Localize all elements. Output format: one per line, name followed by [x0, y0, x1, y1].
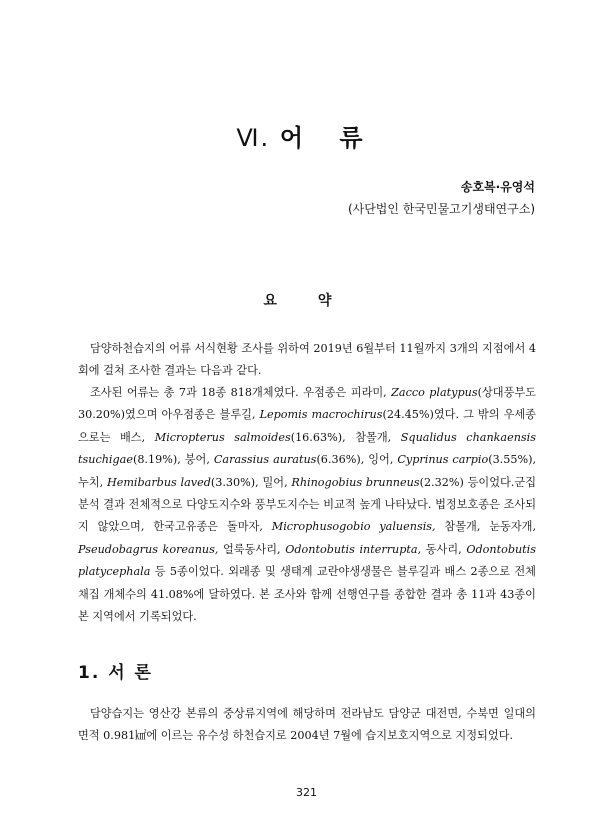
species-name: Rhinogobius brunneus — [291, 475, 420, 489]
chapter-number: Ⅵ. — [236, 124, 271, 152]
abstract-paragraph-1: 담양하천습지의 어류 서식현황 조사를 위하여 2019년 6월부터 11월까지 3개의 지점에서 4회에 걸쳐 조사한 결과는 다음과 같다. — [78, 342, 536, 378]
species-name: Cyprinus carpio — [397, 453, 489, 467]
species-name: Micropterus salmoides — [154, 430, 291, 444]
species-name: Odontobutis platycephala — [78, 542, 536, 579]
introduction-paragraph: 담양습지는 영산강 본류의 중상류지역에 해당하며 전라남도 담양군 대전면, 수북면 일대의 면적 0.981㎢에 이르는 유수성 하천습지로 2004년 7월에 습지보호지역으로 지정되었다. — [78, 707, 536, 743]
chapter-name: 어 류 — [279, 124, 377, 152]
species-name: Squalidus chankaensis tsuchigae — [78, 430, 536, 467]
page-number: 321 — [296, 786, 317, 799]
species-name: Carassius auratus — [213, 453, 317, 467]
abstract-paragraph-2: 조사된 어류는 총 7과 18종 818개체였다. 우점종은 피라미, Zacco platypus(상대풍부도 30.20%)였으며 아우점종은 블루길, Lepomis macrochirus(24.45%)였다. 그 밖의 우세종으로는 배스, Micropterus salmoides(16.63%), 참몰개, Squalidus chankaensis tsuchigae(8.19%), 붕어, Carassius auratus(6.36%), 잉어, Cyprinus carpio(3.55%), 누치, Hemibarbus laved(3.30%), 밀어, Rhinogobius brunneus(2.32%) 등이었다.군집분석 결과 전체적으로 다양도지수와 풍부도지수는 비교적 높게 나타났다. 법정보호종은 조사되지 않았으며, 한국고유종은 돌마자, Microphusogobio yaluensis, 참몰개, 눈동자개, Pseudobagrus koreanus, 얼룩동사리, Odontobutis interrupta, 동사리, Odontobutis platycephala 등 5종이었다. 외래종 및 생태계 교란야생생물은 블루길과 배스 2종으로 전체 채집 개체수의 41.08%에 달하였다. 본 조사와 함께 선행연구를 종합한 결과 총 11과 43종이 본 지역에서 기록되었다. — [78, 386, 537, 624]
chapter-title — [0, 118, 613, 153]
summary-heading: 요 약 — [263, 293, 350, 309]
species-name: Pseudobagrus koreanus, — [78, 542, 219, 556]
section-heading: 1. 서 론 — [78, 663, 153, 683]
species-name: Odontobutis interrupta, — [285, 542, 422, 556]
authors: 송호복·유영석 — [460, 180, 535, 194]
affiliation: (사단법인 한국민물고기생태연구소) — [347, 202, 535, 216]
species-name: Zacco platypus — [391, 386, 478, 399]
species-name: Hemibarbus laved — [106, 475, 211, 489]
species-name: Lepomis macrochirus — [259, 408, 383, 422]
species-name: Microphusogobio yaluensis, — [271, 520, 436, 534]
